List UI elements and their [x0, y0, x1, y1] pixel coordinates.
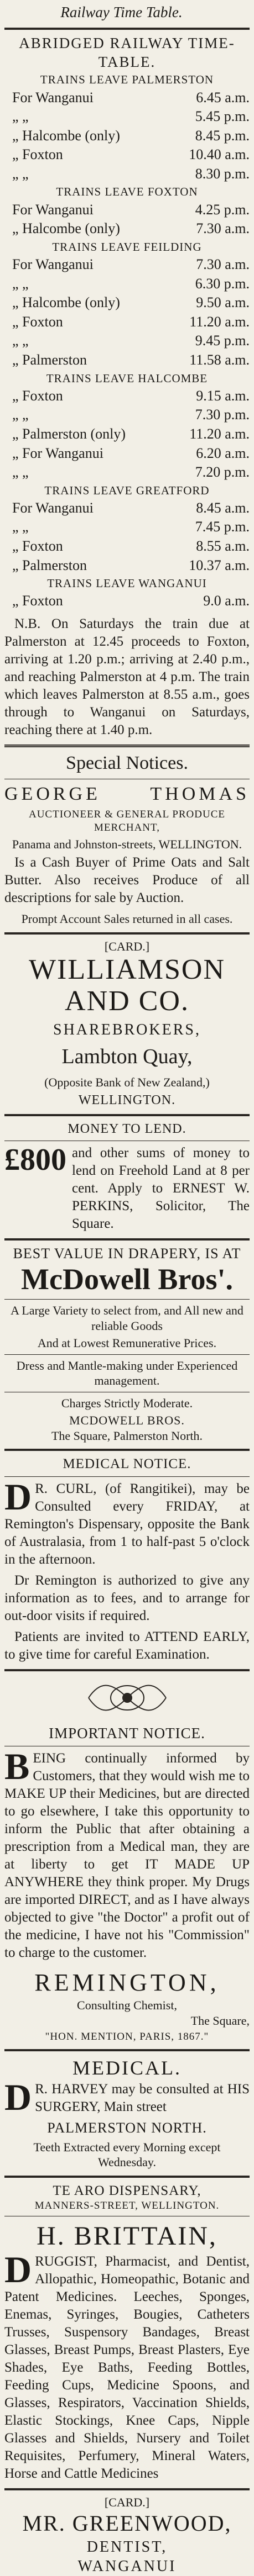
timetable-time: 7.20 p.m. [195, 464, 250, 481]
brittain-body-wrap [4, 2248, 250, 2483]
timetable-row [4, 499, 250, 518]
timetable-section-heading: TRAINS LEAVE FEILDING [52, 240, 202, 254]
thomas-address: Panama and Johnston-streets, WELLINGTON. [12, 837, 242, 851]
timetable-row [4, 592, 250, 611]
timetable-destination: „ Foxton [12, 313, 63, 330]
divider [4, 932, 250, 935]
money-to-lend-notice [4, 1121, 250, 1233]
railway-timetable [4, 34, 250, 739]
important-dropcap: B [4, 1745, 30, 1788]
mcdowell-prices: And at Lowest Remunerative Prices. [37, 1336, 217, 1350]
divider [4, 1299, 250, 1300]
timetable-section-heading: TRAINS LEAVE WANGANUI [47, 577, 207, 590]
timetable-time: 7.30 a.m. [196, 256, 250, 273]
money-amount: £800 [4, 1143, 66, 1178]
important-sign-role: Consulting Chemist, [77, 1998, 177, 2013]
harvey-dropcap: D [4, 2076, 32, 2119]
timetable-time: 8.30 p.m. [195, 165, 250, 182]
curl-dropcap: D [4, 1475, 32, 1518]
money-body-row [4, 1144, 250, 1233]
brittain-shop: TE ARO DISPENSARY, [53, 2183, 201, 2198]
timetable-row [4, 293, 250, 313]
timetable-time: 8.45 p.m. [195, 127, 250, 144]
timetable-row [4, 107, 250, 126]
brittain-name: H. BRITTAIN, [37, 2221, 217, 2251]
williamson-firm: WILLIAMSON AND CO. [28, 954, 226, 1017]
curl-body: R. CURL, (of Rangitikei), may be Consulted every FRIDAY, at Remington's Dispensary, opposite the Bank of Australasia, from 1 to half-past 5 o'clock in the afternoon. [4, 1481, 250, 1567]
timetable-destination: „ Palmerston [12, 351, 87, 368]
special-notices-title: Special Notices. [66, 753, 188, 774]
greenwood-city: WANGANUI [77, 2558, 177, 2575]
divider [4, 1114, 250, 1116]
brittain-dropcap: D [4, 2248, 32, 2290]
timetable-time: 4.25 p.m. [195, 201, 250, 218]
timetable-row [4, 351, 250, 370]
timetable-time: 11.20 a.m. [189, 313, 250, 330]
mcdowell-variety: A Large Variety to select from, and All new and reliable Goods [11, 1303, 243, 1333]
header-title: Railway Time Table. [60, 4, 183, 20]
brittain-street: MANNERS-STREET, WELLINGTON. [34, 2199, 220, 2211]
timetable-time: 9.15 a.m. [196, 387, 250, 404]
timetable-destination: „ Palmerston [12, 557, 87, 573]
divider [4, 1354, 250, 1355]
harvey-body: R. HARVEY may be consulted at HIS SURGERY, Main street [35, 2082, 250, 2115]
timetable-time: 9.0 a.m. [203, 593, 250, 609]
timetable-destination: For Wanganui [12, 256, 94, 273]
divider [4, 1238, 250, 1241]
money-title: MONEY TO LEND. [68, 1122, 186, 1137]
divider [4, 745, 250, 747]
timetable-row [4, 518, 250, 537]
important-sign-place: The Square, [190, 2013, 250, 2028]
timetable-row [4, 444, 250, 463]
greenwood-notice [4, 2495, 250, 2576]
harvey-teeth: Teeth Extracted every Morning except Wednesday. [33, 2140, 221, 2169]
divider [4, 2488, 250, 2490]
timetable-destination: „ Foxton [12, 538, 63, 555]
divider [4, 1476, 250, 1477]
timetable-destination: For Wanganui [12, 499, 94, 516]
harvey-medical-notice [4, 2056, 250, 2170]
greenwood-role: DENTIST, [86, 2538, 168, 2556]
important-hon: "HON. MENTION, PARIS, 1867." [45, 2031, 209, 2043]
mcdowell-tagline: BEST VALUE IN DRAPERY, IS AT [13, 1245, 241, 1262]
timetable-row [4, 387, 250, 406]
timetable-row [4, 145, 250, 165]
important-sign: REMINGTON, [34, 1969, 220, 1997]
divider [4, 1449, 250, 1451]
brittain-notice [4, 2182, 250, 2483]
timetable-row [4, 405, 250, 425]
mcdowell-charges: Charges Strictly Moderate. [61, 1396, 193, 1410]
harvey-title: MEDICAL. [72, 2057, 182, 2079]
timetable-row [4, 331, 250, 351]
williamson-opposite: (Opposite Bank of New Zealand,) [44, 1075, 210, 1089]
thomas-notice [4, 783, 250, 927]
timetable-time: 5.45 p.m. [195, 108, 250, 125]
harvey-city: PALMERSTON NORTH. [47, 2120, 207, 2136]
important-notice [4, 1676, 250, 2044]
greenwood-card: [CARD.] [104, 2495, 150, 2509]
timetable-row [4, 313, 250, 332]
timetable-destination: For Wanganui [12, 201, 94, 218]
timetable-time: 7.45 p.m. [195, 519, 250, 535]
timetable-destination: For Wanganui [12, 89, 94, 105]
timetable-time: 8.45 a.m. [196, 499, 250, 516]
divider [4, 2049, 250, 2051]
divider [4, 28, 250, 30]
timetable-destination: „ „ [12, 108, 29, 125]
timetable-destination: „ „ [12, 275, 29, 292]
important-body-wrap [4, 1745, 250, 1962]
timetable-section-heading: TRAINS LEAVE GREATFORD [44, 483, 210, 497]
mcdowell-firm: MCDOWELL BROS. [69, 1413, 185, 1428]
timetable-time: 7.30 a.m. [196, 220, 250, 237]
greenwood-name: MR. GREENWOOD, [22, 2511, 232, 2536]
timetable-title: ABRIDGED RAILWAY TIME-TABLE. [19, 34, 235, 70]
timetable-destination: „ „ [12, 464, 29, 481]
timetable-section-heading: TRAINS LEAVE HALCOMBE [46, 371, 208, 385]
timetable-sections [4, 72, 250, 611]
timetable-time: 7.30 p.m. [195, 407, 250, 423]
timetable-time: 11.20 a.m. [189, 425, 250, 442]
timetable-row [4, 425, 250, 444]
curl-medical-notice [4, 1455, 250, 1663]
timetable-destination: „ Palmerston (only) [12, 425, 126, 442]
curl-title: MEDICAL NOTICE. [63, 1456, 191, 1472]
timetable-row [4, 200, 250, 220]
timetable-time: 6.30 p.m. [195, 275, 250, 292]
williamson-city: WELLINGTON. [78, 1093, 176, 1108]
timetable-destination: „ Foxton [12, 146, 63, 163]
timetable-destination: „ „ [12, 165, 29, 182]
timetable-note: N.B. On Saturdays the train due at Palmerston at 12.45 proceeds to Foxton, arriving at 1.20 p.m.; arriving at 2.40 p.m., and reaching Palmerston at 4 p.m. The train which leaves Palmerston at 8.55 a.m., goes through to Wanganui on Saturdays, reaching there at 1.40 p.m. [4, 616, 250, 738]
timetable-destination: „ Halcombe (only) [12, 294, 120, 311]
curl-body-3: Patients are invited to ATTEND EARLY, to give time for careful Examination. [4, 1629, 250, 1662]
timetable-row [4, 275, 250, 294]
timetable-time: 11.58 a.m. [189, 351, 250, 368]
thomas-role: AUCTIONEER & GENERAL PRODUCE MERCHANT, [28, 809, 226, 833]
header [4, 3, 250, 22]
timetable-section-heading: TRAINS LEAVE FOXTON [56, 185, 198, 199]
timetable-section-heading: TRAINS LEAVE PALMERSTON [40, 73, 214, 87]
timetable-time: 9.45 p.m. [195, 332, 250, 349]
thomas-footer: Prompt Account Sales returned in all cases. [21, 912, 233, 926]
important-body: EING continually informed by Customers, that they would wish me to MAKE UP their Medicines, but are directed to go elsewhere, I take this opportunity to inform the Public that after obtaining a prescription from a Medical man, they are at liberty to get IT MADE UP ANYWHERE they think proper. My Drugs are imported DIRECT, and as I have always objected to give "the Doctor" a profit out of the medicine, I have not his "Commission" to charge to the customer. [4, 1751, 250, 1961]
mcdowell-address: The Square, Palmerston North. [51, 1428, 203, 1443]
curl-body-wrap [4, 1475, 250, 1569]
important-title: IMPORTANT NOTICE. [49, 1724, 205, 1741]
timetable-destination: „ „ [12, 332, 29, 349]
timetable-time: 10.37 a.m. [189, 557, 250, 573]
divider [4, 2176, 250, 2178]
timetable-time: 8.55 a.m. [196, 538, 250, 555]
timetable-time: 10.40 a.m. [189, 146, 250, 163]
timetable-row [4, 255, 250, 275]
ornament-icon [4, 1676, 250, 1720]
timetable-destination: „ For Wanganui [12, 445, 103, 461]
mcdowell-notice [4, 1245, 250, 1443]
timetable-time: 6.20 a.m. [196, 445, 250, 461]
timetable-destination: „ Foxton [12, 387, 63, 404]
timetable-row [4, 88, 250, 108]
mcdowell-name: McDowell Bros'. [21, 1262, 233, 1296]
money-body: and other sums of money to lend on Freehold Land at 8 per cent. Apply to ERNEST W. PERKINS, Solicitor, The Square. [72, 1146, 250, 1232]
timetable-destination: „ „ [12, 519, 29, 535]
card-label: [CARD.] [104, 939, 150, 953]
timetable-time: 9.50 a.m. [196, 294, 250, 311]
timetable-row [4, 556, 250, 576]
williamson-notice [4, 939, 250, 1109]
mcdowell-dress: Dress and Mantle-making under Experienced management. [16, 1358, 238, 1388]
timetable-row [4, 126, 250, 146]
timetable-row [4, 165, 250, 184]
thomas-name: GEORGE THOMAS [4, 783, 250, 804]
timetable-row [4, 537, 250, 556]
timetable-destination: „ Foxton [12, 593, 63, 609]
timetable-row [4, 219, 250, 239]
timetable-destination: „ „ [12, 407, 29, 423]
brittain-body: RUGGIST, Pharmacist, and Dentist, Allopathic, Homeopathic, Botanic and Patent Medicines. Leeches, Sponges, Enemas, Syringes, Bougies, Catheters Trusses, Suspensory Bandages, Breast Glasses, Breast Pumps, Breast Plasters, Eye Shades, Eye Baths, Feeding Bottles, Feeding Cups, Medicine Spoons, and Glasses, Respirators, Vaccination Shields, Elastic Stockings, Knee Caps, Nipple Glasses and Shields, Nursery and Toilet Requisites, Perfumery, Mineral Waters, Horse and Cattle Medicines [4, 2253, 250, 2481]
harvey-body-wrap [4, 2076, 250, 2119]
timetable-destination: „ Halcombe (only) [12, 127, 120, 144]
timetable-destination: „ Halcombe (only) [12, 220, 120, 237]
williamson-street: Lambton Quay, [61, 1045, 193, 1069]
curl-body-2: Dr Remington is authorized to give any information as to fees, and to arrange for out-door visits if required. [4, 1572, 250, 1623]
divider [4, 1669, 250, 1671]
timetable-time: 6.45 a.m. [196, 89, 250, 105]
thomas-body: Is a Cash Buyer of Prime Oats and Salt Butter. Also receives Produce of all descriptions for sale by Auction. [4, 855, 250, 906]
timetable-row [4, 463, 250, 482]
williamson-role: SHAREBROKERS, [53, 1021, 201, 1039]
